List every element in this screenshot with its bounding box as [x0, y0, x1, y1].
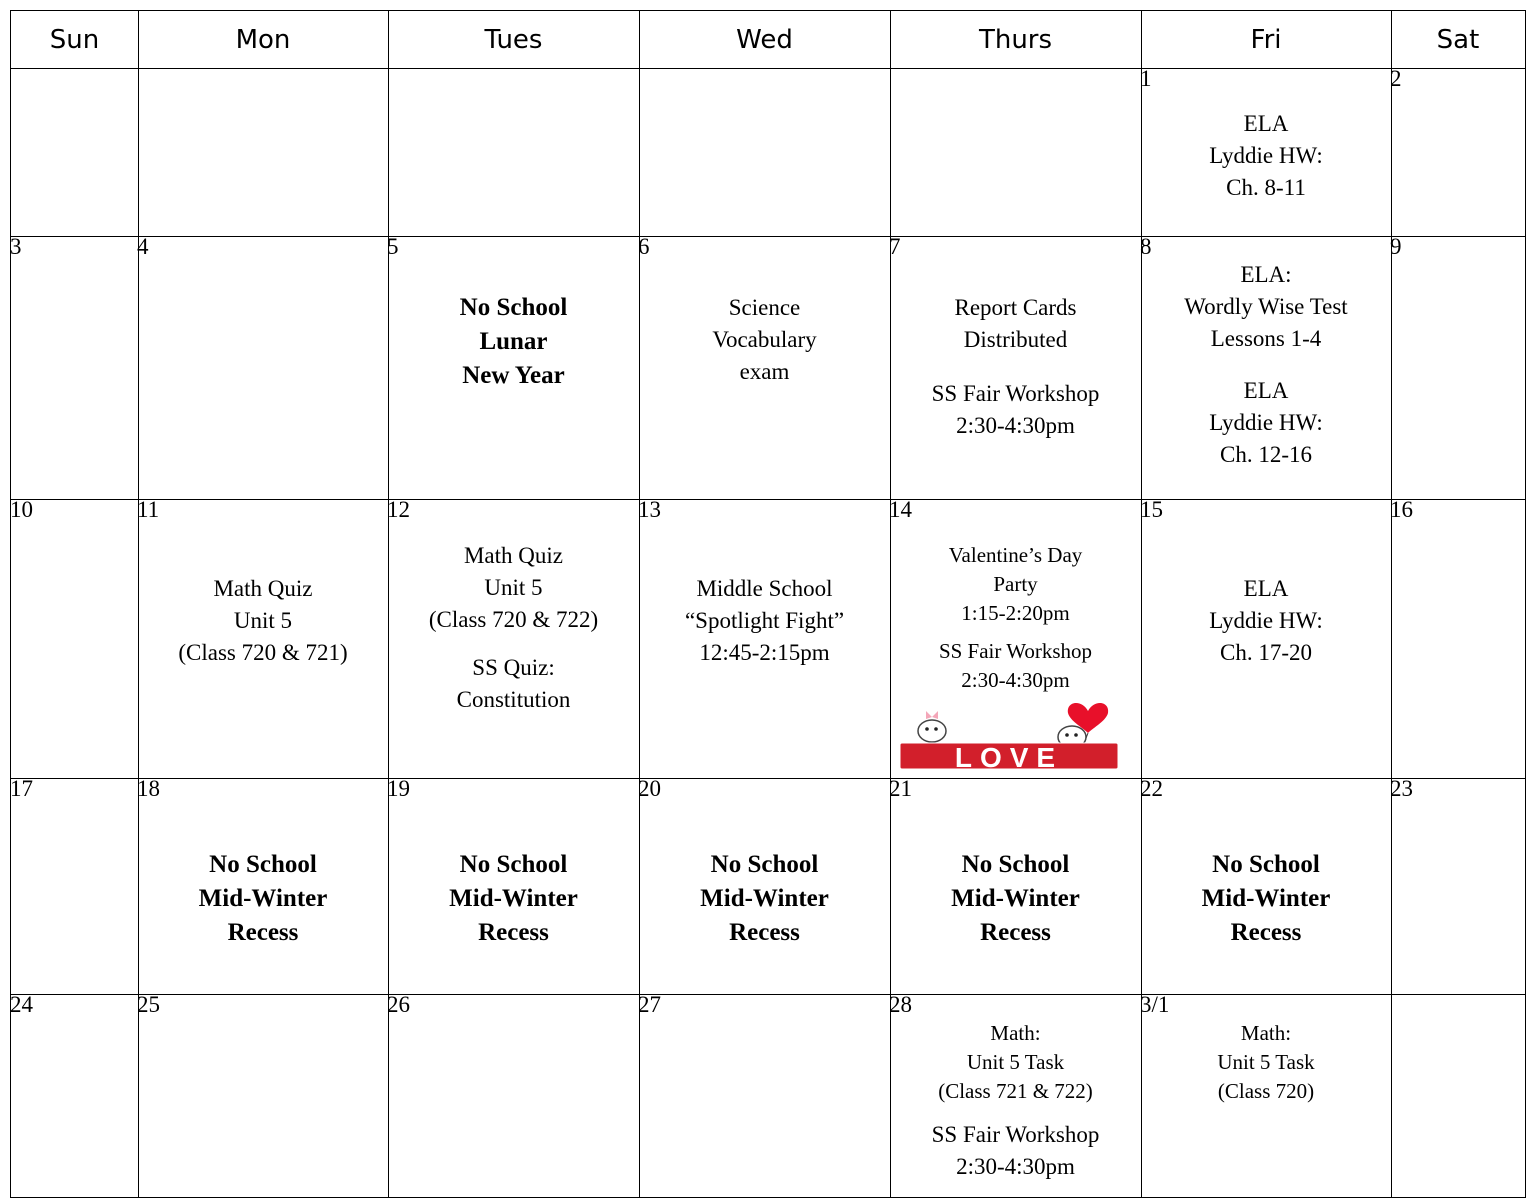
day-cell: [890, 236, 1141, 499]
date-number: 23: [1390, 776, 1413, 801]
header-wed: Wed: [736, 24, 793, 55]
event-report-cards: Report Cards Distributed: [954, 295, 1077, 352]
event-science-vocab: Science Vocabulary exam: [712, 295, 817, 384]
event-math-quiz: Math Quiz Unit 5 (Class 720 & 722): [428, 543, 599, 632]
event-ss-fair-workshop: SS Fair Workshop 2:30-4:30pm: [931, 1122, 1100, 1179]
event-ela-hw: ELA Lyddie HW: Ch. 17-20: [1209, 576, 1323, 665]
event-wordly-wise-test: ELA: Wordly Wise Test Lessons 1-4: [1184, 262, 1348, 351]
event-math-quiz: Math Quiz Unit 5 (Class 720 & 721): [178, 576, 348, 665]
date-number: 4: [137, 234, 149, 259]
day-cell: [11, 994, 138, 1199]
day-cell: [639, 778, 890, 994]
day-cell: [11, 236, 138, 499]
day-cell: [639, 236, 890, 499]
date-number: 3: [10, 234, 22, 259]
date-number: 24: [10, 992, 33, 1017]
date-number: 14: [889, 497, 912, 522]
header-fri: Fri: [1250, 24, 1282, 55]
day-cell: [1391, 499, 1525, 778]
event-mid-winter-recess: No School Mid-Winter Recess: [198, 851, 328, 946]
header-tues: Tues: [484, 24, 543, 55]
event-ela-hw: ELA Lyddie HW: Ch. 8-11: [1209, 111, 1323, 200]
event-spotlight-fight: Middle School “Spotlight Fight” 12:45-2:15pm: [684, 576, 845, 665]
day-cell: [1141, 778, 1391, 994]
day-cell: [388, 778, 639, 994]
day-cell: [138, 499, 388, 778]
date-number: 17: [10, 776, 33, 801]
date-number: 1: [1140, 66, 1152, 91]
date-number: 7: [889, 234, 901, 259]
date-number: 2: [1390, 66, 1402, 91]
day-cell: [138, 236, 388, 499]
day-cell: [890, 994, 1141, 1199]
header-sat: Sat: [1436, 24, 1480, 55]
day-cell: [388, 499, 639, 778]
event-math-unit5-task: Math: Unit 5 Task (Class 720): [1217, 1021, 1315, 1103]
day-cell: [138, 994, 388, 1199]
date-number: 28: [889, 992, 912, 1017]
day-cell: [388, 236, 639, 499]
header-mon: Mon: [235, 24, 291, 55]
date-number: 27: [638, 992, 661, 1017]
date-number: 21: [889, 776, 912, 801]
event-ss-quiz: SS Quiz: Constitution: [456, 655, 571, 712]
day-cell: [890, 499, 1141, 778]
day-cell: [1391, 778, 1525, 994]
event-valentines-party: Valentine’s Day Party 1:15-2:20pm: [948, 543, 1083, 625]
date-number: 26: [387, 992, 410, 1017]
date-number: 18: [137, 776, 160, 801]
love-text: LOVE: [954, 742, 1064, 771]
date-number: 22: [1140, 776, 1163, 801]
day-cell: [890, 778, 1141, 994]
date-number: 20: [638, 776, 661, 801]
event-ss-fair-workshop: SS Fair Workshop 2:30-4:30pm: [931, 381, 1100, 438]
date-number: 9: [1390, 234, 1402, 259]
event-mid-winter-recess: No School Mid-Winter Recess: [951, 851, 1080, 946]
date-number: 15: [1140, 497, 1163, 522]
date-number: 13: [638, 497, 661, 522]
header-thurs: Thurs: [978, 24, 1053, 55]
day-cell: [1391, 68, 1525, 236]
header-sun: Sun: [49, 24, 100, 55]
date-number: 10: [10, 497, 33, 522]
event-mid-winter-recess: No School Mid-Winter Recess: [700, 851, 829, 946]
event-ss-fair-workshop: SS Fair Workshop 2:30-4:30pm: [938, 639, 1093, 692]
day-cell: [639, 499, 890, 778]
date-number: 6: [638, 234, 650, 259]
day-cell: [138, 778, 388, 994]
date-number: 25: [137, 992, 160, 1017]
date-number: 5: [387, 234, 399, 259]
date-number: 8: [1140, 234, 1152, 259]
love-clipart-image: [892, 691, 1128, 771]
day-cell: [11, 778, 138, 994]
calendar-grid: [10, 10, 1526, 1198]
event-no-school-lunar-new-year: No School Lunar New Year: [459, 294, 568, 389]
day-cell: [1141, 499, 1391, 778]
day-cell: [1391, 236, 1525, 499]
date-number: 3/1: [1140, 992, 1170, 1017]
day-cell: [1141, 236, 1391, 499]
date-number: 19: [387, 776, 410, 801]
day-cell: [11, 499, 138, 778]
day-cell: [639, 994, 890, 1199]
day-cell: [1141, 68, 1391, 236]
event-math-unit5-task: Math: Unit 5 Task (Class 721 & 722): [938, 1021, 1093, 1103]
event-ela-hw: ELA Lyddie HW: Ch. 12-16: [1209, 378, 1323, 467]
event-mid-winter-recess: No School Mid-Winter Recess: [1201, 851, 1331, 946]
date-number: 16: [1390, 497, 1413, 522]
day-cell: [388, 994, 639, 1199]
event-mid-winter-recess: No School Mid-Winter Recess: [449, 851, 578, 946]
date-number: 11: [137, 497, 160, 522]
day-cell: [1141, 994, 1391, 1199]
date-number: 12: [387, 497, 410, 522]
